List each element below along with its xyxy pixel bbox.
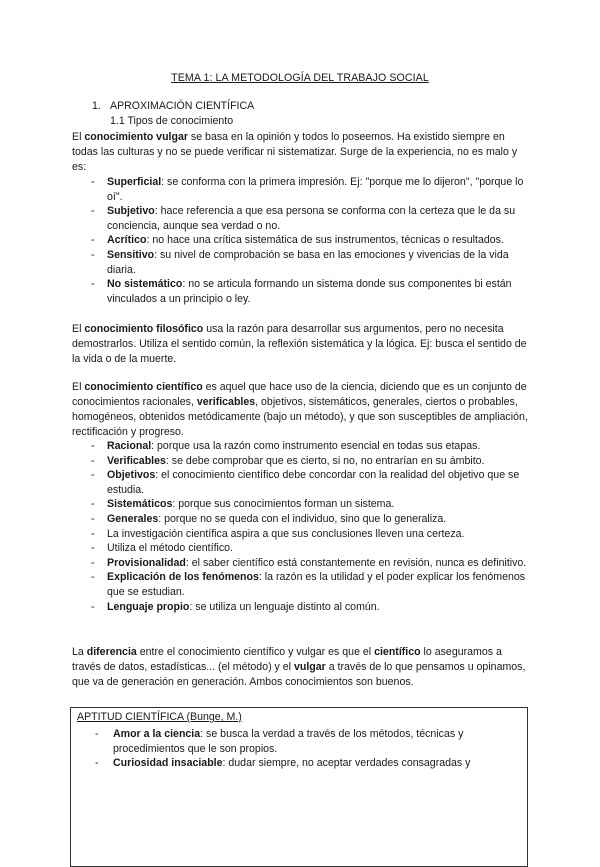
dash-bullet: - [95, 728, 99, 740]
list-item [72, 527, 532, 542]
item-text: : se debe comprobar que es cierto, si no, no entrarían en su ámbito. [165, 454, 485, 467]
item-text: : el saber científico está constantemente en revisión, nunca es definitivo. [185, 556, 527, 569]
paragraph-vulgar [72, 130, 532, 175]
text-run: usa la razón para desarrollar sus argumentos, pero no necesita demostrarlos. Utiliza el sentido común, la reflexión sistemática y la lógica. Ej: busca el sentido de la vida o de la muerte. [72, 323, 527, 365]
item-text: : se busca la verdad a través de los métodos, técnicas y procedimientos que le son propios. [113, 728, 464, 755]
list-item [71, 727, 529, 756]
item-text: : se conforma con la primera impresión. Ej: "porque me lo dijeron", "porque lo oí". [107, 176, 524, 203]
aptitud-heading: APTITUD CIENTÍFICA (Bunge, M.) [77, 711, 242, 723]
dash-bullet: - [91, 176, 95, 188]
dash-bullet: - [91, 234, 95, 247]
item-term: Curiosidad insaciable [113, 757, 223, 770]
dash-bullet: - [91, 278, 95, 291]
text-run: El [72, 131, 85, 143]
dash-bullet: - [91, 440, 95, 452]
section-label: APROXIMACIÓN CIENTÍFICA [110, 100, 255, 112]
list-item [72, 497, 532, 512]
dash-bullet: - [91, 527, 95, 540]
list-item [72, 248, 532, 277]
item-term: Acrítico [107, 234, 147, 247]
dash-bullet: - [91, 205, 95, 218]
list-item [72, 233, 532, 248]
section-heading [92, 100, 254, 112]
list-item [72, 600, 532, 615]
list-item [72, 277, 532, 306]
item-term: Explicación de los fenómenos [107, 571, 259, 584]
section-number: 1. [92, 100, 101, 112]
list-item [71, 756, 529, 771]
bold-term: conocimiento vulgar [84, 131, 188, 143]
item-text: : hace referencia a que esa persona se conforma con la certeza que le da su conciencia, aunque sea verdad o no. [107, 205, 516, 232]
item-term: Sistemáticos [107, 498, 173, 511]
item-text: : no se articula formando un sistema donde sus componentes bi están vinculados a un principio o ley. [107, 278, 512, 305]
dash-bullet: - [91, 556, 95, 569]
item-term: Generales [107, 512, 159, 525]
text-run: El [72, 323, 85, 335]
item-text: : su nivel de comprobación se basa en las emociones y vivencias de la vida diaria. [107, 248, 509, 276]
bold-term: verificables [196, 396, 256, 408]
item-text: : porque sus conocimientos forman un sistema. [172, 498, 395, 511]
paragraph-filosofico [72, 322, 532, 367]
item-term: No sistemático [107, 278, 183, 291]
text-run: a través de lo que pensamos u opinamos, que va de generación en generación. Ambos conocimientos son buenos. [72, 661, 526, 688]
dash-bullet: - [91, 498, 95, 511]
dash-bullet: - [91, 600, 95, 613]
item-text: : el conocimiento científico debe concordar con la realidad del objetivo que se estudia. [107, 469, 520, 496]
item-text: : la razón es la utilidad y el poder explicar los fenómenos que se estudian. [107, 571, 526, 598]
dash-bullet: - [91, 248, 95, 261]
bold-term: conocimiento filosófico [84, 323, 204, 335]
bold-term: vulgar [293, 661, 326, 673]
item-text: : porque usa la razón como instrumento esencial en todas sus etapas. [151, 440, 481, 452]
item-term: Amor a la ciencia [113, 728, 201, 740]
list-item [72, 541, 532, 556]
list-cientifico [72, 439, 532, 614]
item-text: : no hace una crítica sistemática de sus instrumentos, técnicas o resultados. [146, 234, 504, 247]
item-text: : porque no se queda con el individuo, sino que lo generaliza. [158, 512, 447, 525]
item-term: Provisionalidad [107, 556, 186, 569]
dash-bullet: - [91, 542, 95, 555]
paragraph-cientifico [72, 380, 532, 440]
list-vulgar [72, 175, 532, 306]
item-term: Superficial [107, 176, 162, 188]
paragraph-diferencia [72, 645, 532, 690]
text-run: entre el conocimiento científico y vulgar es que el [136, 646, 375, 658]
list-item [72, 439, 532, 454]
item-text: Utiliza el método científico. [107, 542, 234, 555]
subsection-heading: 1.1 Tipos de conocimiento [110, 115, 234, 127]
list-item [72, 468, 532, 497]
text-run: El [72, 381, 85, 393]
text-run: es aquel que hace uso de la ciencia, diciendo que es un conjunto de conocimientos racionales, [72, 381, 527, 408]
bold-term: conocimiento científico [84, 381, 203, 393]
item-term: Objetivos [107, 469, 156, 482]
item-text: La investigación científica aspira a que sus conclusiones lleven una certeza. [107, 527, 465, 540]
list-item [72, 454, 532, 469]
item-term: Racional [107, 440, 152, 452]
dash-bullet: - [95, 757, 99, 770]
list-item [72, 570, 532, 599]
bold-term: diferencia [86, 646, 137, 658]
item-term: Subjetivo [107, 205, 155, 218]
text-run: lo aseguramos a través de datos, estadísticas... (el método) y el [72, 646, 502, 673]
text-run: La [72, 646, 87, 658]
dash-bullet: - [91, 571, 95, 584]
text-run: , objetivos, sistemáticos, generales, ciertos o probables, homogéneos, obtenidos metódicamente (bajo un método), y que son susceptibles de ampliación, rectificación y progreso. [72, 396, 528, 438]
list-item [72, 556, 532, 571]
list-item [72, 512, 532, 527]
item-term: Sensitivo [107, 248, 155, 261]
bold-term: científico [374, 646, 421, 658]
text-run: se basa en la opinión y todos lo poseemos. Ha existido siempre en todas las culturas y no se puede verificar ni sistematizar. Surge de la experiencia, no es malo y es: [72, 131, 518, 173]
item-term: Lenguaje propio [107, 600, 190, 613]
item-term: Verificables [107, 454, 166, 467]
list-aptitud [71, 727, 529, 771]
document-title: TEMA 1: LA METODOLOGÍA DEL TRABAJO SOCIAL [171, 72, 429, 84]
dash-bullet: - [91, 454, 95, 467]
aptitud-box [70, 707, 528, 867]
list-item [72, 204, 532, 233]
dash-bullet: - [91, 469, 95, 482]
list-item [72, 175, 532, 204]
item-text: : dudar siempre, no aceptar verdades consagradas y [222, 757, 471, 770]
dash-bullet: - [91, 512, 95, 525]
item-text: : se utiliza un lenguaje distinto al común. [189, 600, 380, 613]
